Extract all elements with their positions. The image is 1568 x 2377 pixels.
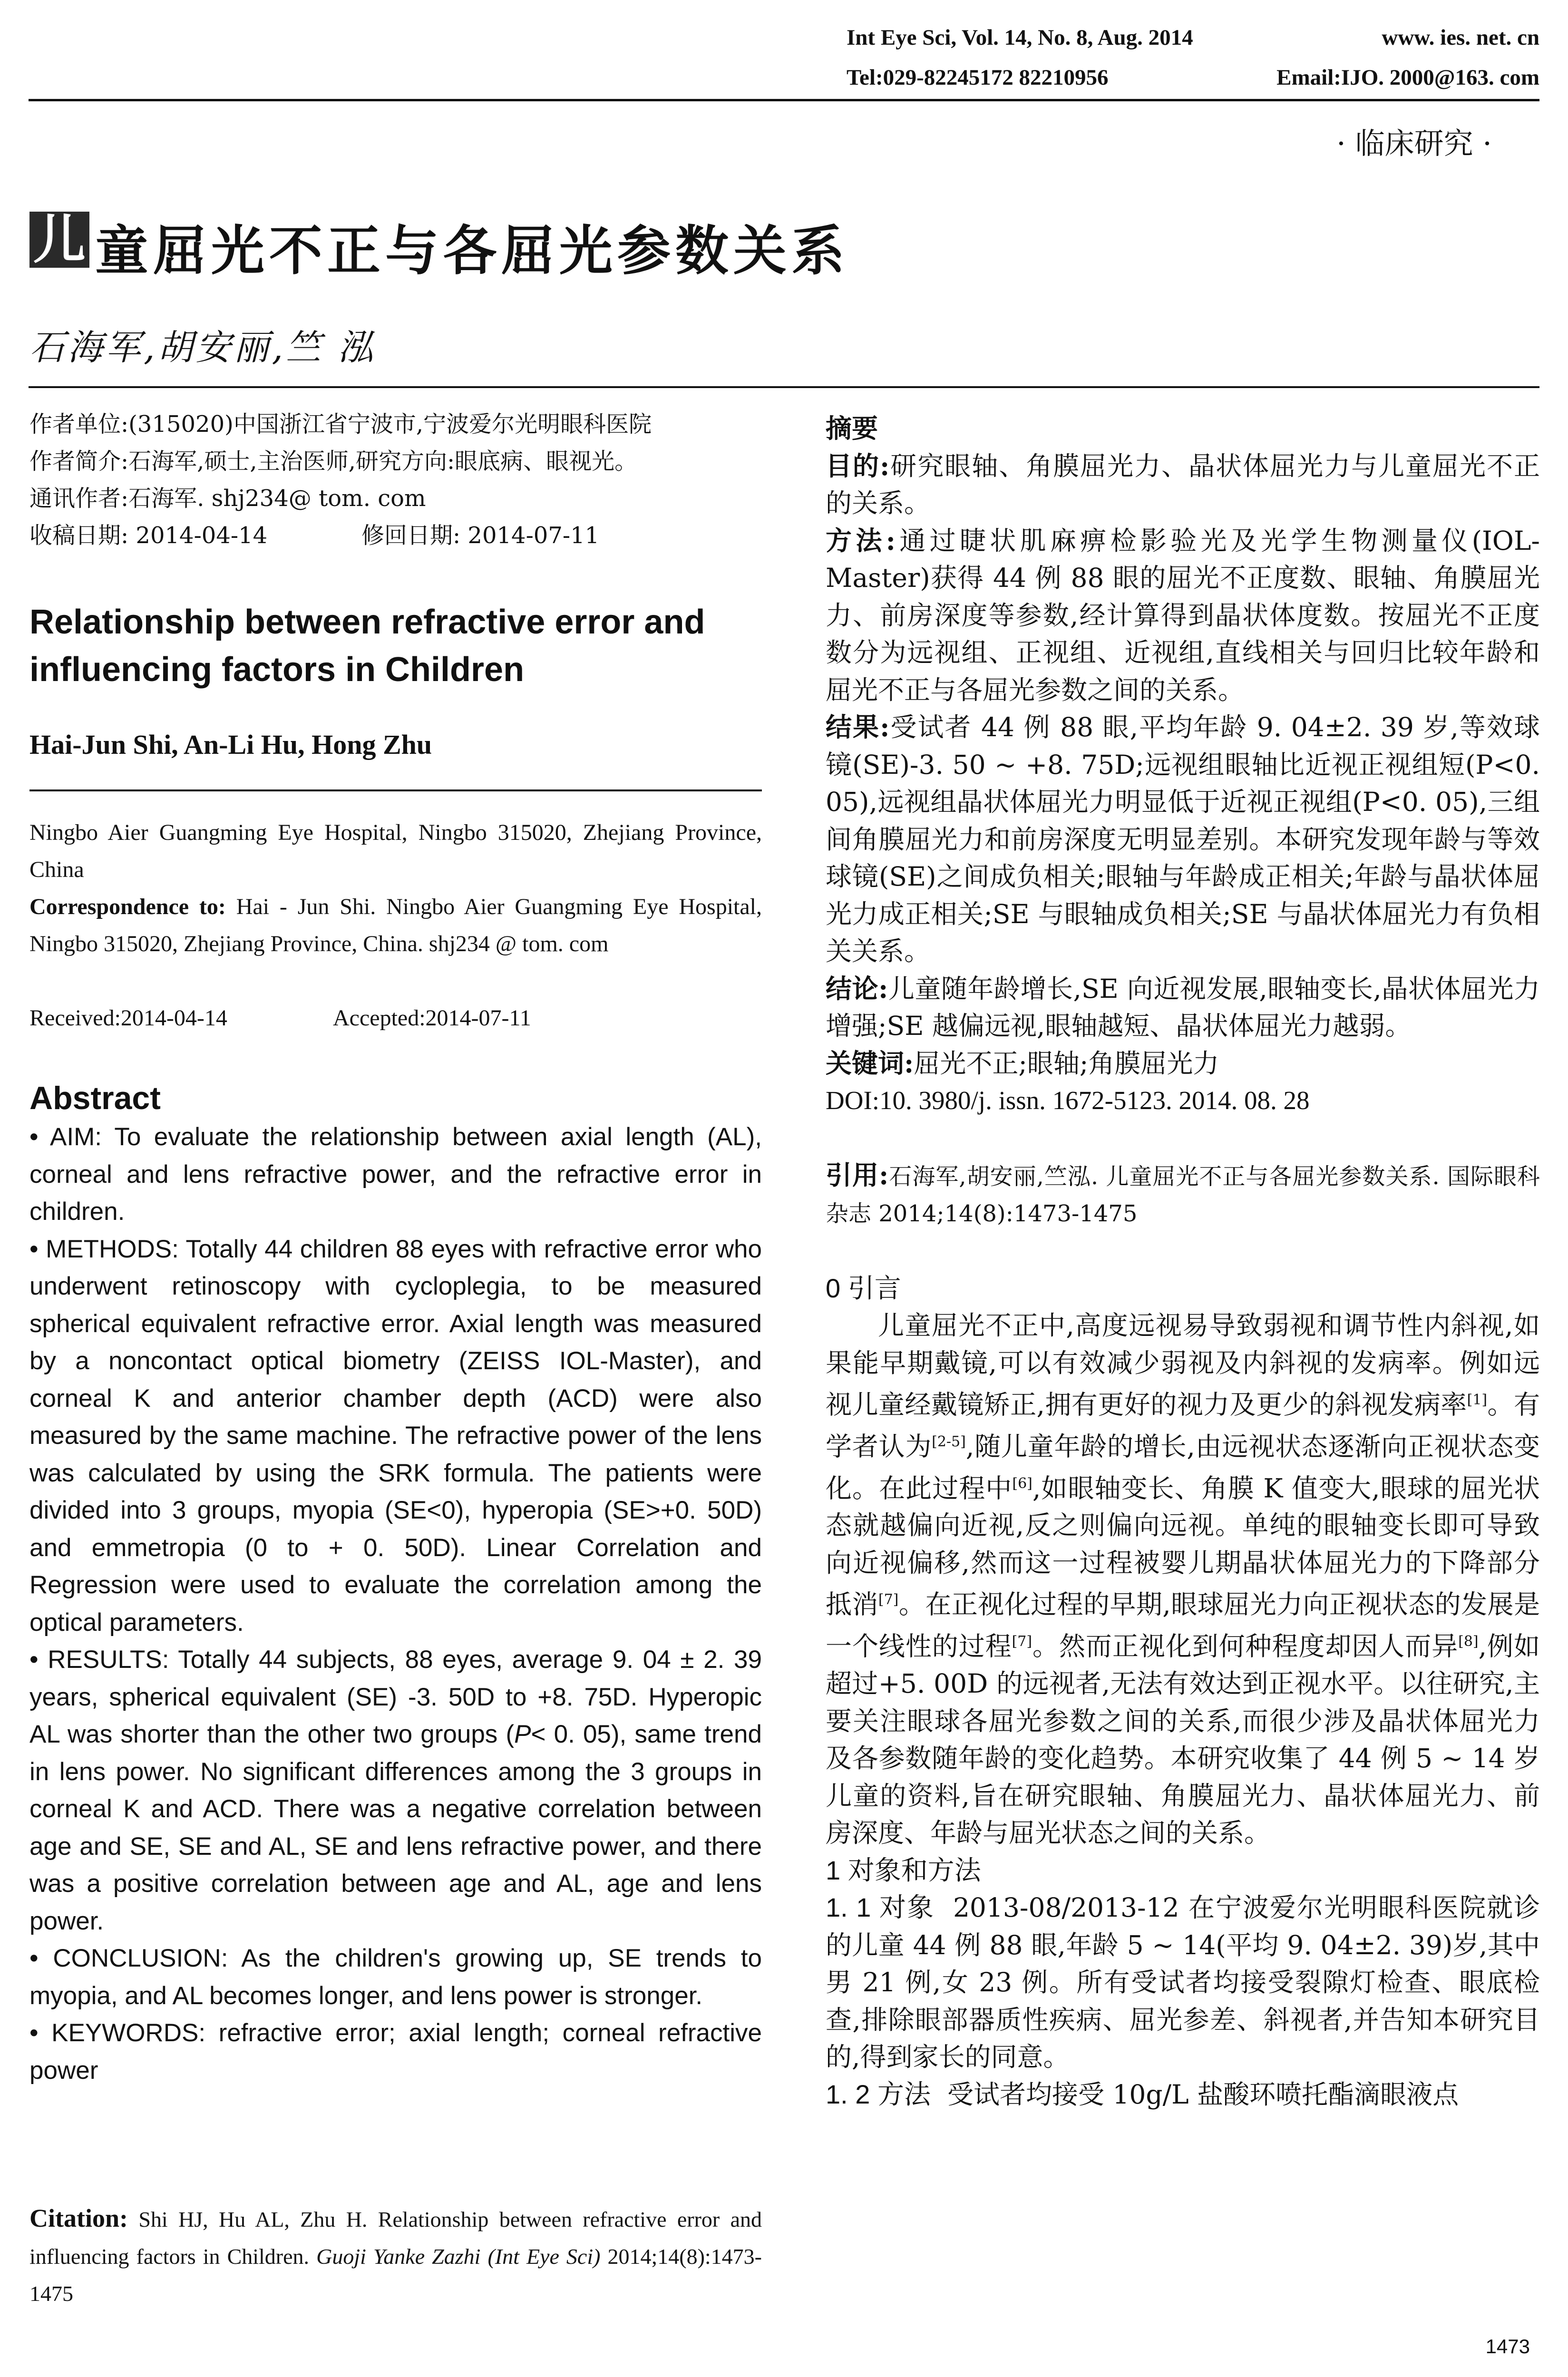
spacer (826, 1233, 1540, 1270)
english-authors: Hai-Jun Shi, An-Li Hu, Hong Zhu (29, 729, 432, 760)
abstract-keywords: • KEYWORDS: refractive error; axial length; corneal refractive power (29, 2019, 762, 2085)
revised-date: 修回日期: 2014-07-11 (361, 522, 600, 549)
results-text-a: • RESULTS: Totally 44 subjects, 88 eyes, average 9. 04 ± 2. 39 years, spherical equivalent (SE) -3. 50D to +8. 75D. Hyperopic AL was shorter than the other two groups ( (29, 1646, 762, 1748)
citation-text-b: 2014;14(8):1473-1475 (29, 2244, 762, 2306)
journal-citation-line: Int Eye Sci, Vol. 14, No. 8, Aug. 2014 (847, 25, 1193, 50)
ref-4: [7] (878, 1591, 899, 1608)
page-number: 1473 (1485, 2335, 1530, 2358)
zh-keywords-label: 关键词: (826, 1047, 914, 1079)
abstract-aim: • AIM: To evaluate the relationship between axial length (AL), corneal and lens refractive power, and the refractive error in children. (29, 1123, 762, 1226)
zh-conclusion-text: 儿童随年龄增长,SE 向近视发展,眼轴变长,晶状体屈光力增强;SE 越偏远视,眼轴越短、晶状体屈光力越弱。 (826, 973, 1540, 1041)
zh-methods-label: 方法: (826, 525, 896, 556)
journal-email: Email:IJO. 2000@163. com (1276, 65, 1539, 90)
zh-conclusion-label: 结论: (826, 973, 888, 1004)
ref-1: [1] (1467, 1392, 1488, 1408)
results-p-symbol: P (514, 1720, 531, 1748)
zh-abstract-keywords (826, 1045, 1540, 1082)
section-1-1 (826, 1889, 1540, 2076)
ref-5: [7] (1012, 1633, 1032, 1650)
section-1-1-label: 1. 1 对象 (826, 1892, 935, 1923)
english-accepted: Accepted:2014-07-11 (333, 1005, 531, 1031)
intro-text: 。然而正视化到何种程度却因人而异 (1032, 1631, 1459, 1662)
zh-keywords-text: 屈光不正;眼轴;角膜屈光力 (914, 1048, 1219, 1079)
results-text-b: < 0. 05), same trend in lens power. No significant differences among the 3 groups in corneal K and ACD. There was a negative correlation between age and SE, SE and AL, SE and lens refractive power, and there was a positive correlation between age and AL, age and lens power. (29, 1720, 762, 1935)
zh-abstract-heading: 摘要 (826, 413, 878, 444)
journal-website: www. ies. net. cn (1382, 25, 1539, 50)
section-1-2-text: 受试者均接受 10g/L 盐酸环喷托酯滴眼液点 (947, 2079, 1459, 2110)
section-1-heading: 1 对象和方法 (826, 1855, 981, 1885)
correspondence-label: Correspondence to: (29, 894, 226, 919)
zh-aim-text: 研究眼轴、角膜屈光力、晶状体屈光力与儿童屈光不正的关系。 (826, 450, 1540, 518)
intro-text: ,如眼轴变长、角膜 K 值变大,眼球的屈光状态就越偏向近视,反之则偏向远视。单纯的眼轴变长即可导致向近视偏移,然而这一过程被婴儿期晶状体屈光力的下降部分抵消 (826, 1472, 1540, 1620)
right-column (826, 410, 1540, 2113)
zh-results-label: 结果: (826, 711, 890, 742)
english-rule (29, 789, 762, 791)
zh-abstract-aim (826, 448, 1540, 522)
ref-2: [2-5] (932, 1433, 966, 1450)
abstract-body (29, 1119, 762, 2089)
english-correspondence (29, 888, 762, 963)
abstract-results (29, 1641, 762, 1940)
journal-tel: Tel:029-82245172 82210956 (847, 65, 1109, 90)
header-rule (29, 99, 1539, 101)
section-1-1-text: 2013-08/2013-12 在宁波爱尔光明眼科医院就诊的儿童 44 例 88 眼,年龄 5 ~ 14(平均 9. 04±2. 39)岁,其中男 21 例,女 23 例。所有受试者均接受裂隙灯检查、眼底检查,排除眼部器质性疾病、屈光参差、斜视者,并告知本研究目的,得到家长的同意。 (826, 1892, 1540, 2073)
abstract-methods: • METHODS: Totally 44 children 88 eyes with refractive error who underwent retinoscopy with cycloplegia, to be measured spherical equivalent refractive error. Axial length was measured by a noncontact optical biometry (ZEISS IOL-Master), and corneal K and anterior chamber depth (ACD) were also measured by the same machine. The refractive power of the lens was calculated by using the SRK formula. The patients were divided into 3 groups, myopia (SE<0), hyperopia (SE>+0. 50D) and emmetropia (0 to + 0. 50D). Linear Correlation and Regression were used to evaluate the correlation among the optical parameters. (29, 1235, 762, 1637)
english-received: Received:2014-04-14 (29, 1005, 227, 1031)
section-0-paragraph (826, 1307, 1540, 1852)
intro-text: 儿童屈光不正中,高度远视易导致弱视和调节性内斜视,如果能早期戴镜,可以有效减少弱视及内斜视的发病率。例如远视儿童经戴镜矫正,拥有更好的视力及更少的斜视发病率 (826, 1310, 1540, 1420)
citation-label: Citation: (29, 2204, 128, 2232)
zh-citation-label: 引用: (826, 1159, 889, 1190)
spacer (826, 1120, 1540, 1157)
authors-cn: 石海军,胡安丽,竺 泓 (29, 327, 376, 368)
zh-citation-text: 石海军,胡安丽,竺泓. 儿童屈光不正与各屈光参数关系. 国际眼科杂志 2014;14(8):1473-1475 (826, 1163, 1540, 1227)
citation-text-a: Shi HJ, Hu AL, Zhu H. Relationship between refractive error and influencing factors in Children. (29, 2207, 762, 2269)
abstract-heading: Abstract (29, 1080, 161, 1116)
section-1-2 (826, 2076, 1540, 2114)
author-affiliation: 作者单位:(315020)中国浙江省宁波市,宁波爱尔光明眼科医院 (29, 411, 652, 438)
corresponding-author: 通讯作者:石海军. shj234@ tom. com (29, 485, 426, 512)
intro-text: ,例如超过+5. 00D 的远视者,无法有效达到正视水平。以往研究,主要关注眼球各屈光参数之间的关系,而很少涉及晶状体屈光力及各参数随年龄的变化趋势。本研究收集了 44 例 5 ~ 14 岁儿童的资料,旨在研究眼轴、角膜屈光力、晶状体屈光力、前房深度、年龄与屈光状态之间的关系。 (826, 1631, 1540, 1849)
citation-journal: Guoji Yanke Zazhi (Int Eye Sci) (316, 2244, 601, 2269)
zh-aim-label: 目的: (826, 450, 890, 481)
paper-title: 童屈光不正与各屈光参数关系 (95, 220, 849, 282)
correspondence-text: Hai - Jun Shi. Ningbo Aier Guangming Eye Hospital, Ningbo 315020, Zhejiang Province, China. shj234 @ tom. com (29, 894, 762, 956)
zh-abstract-conclusion (826, 970, 1540, 1045)
title-rule (29, 386, 1539, 388)
author-profile: 作者简介:石海军,硕士,主治医师,研究方向:眼底病、眼视光。 (29, 448, 638, 475)
received-date: 收稿日期: 2014-04-14 (29, 522, 268, 549)
intro-text: 。有学者认为 (826, 1389, 1540, 1462)
abstract-conclusion: • CONCLUSION: As the children's growing up, SE trends to myopia, and AL becomes longer, and lens power is stronger. (29, 1944, 762, 2010)
intro-text: ,随儿童年龄的增长,由远视状态逐渐向正视状态变化。在此过程中 (826, 1431, 1540, 1503)
zh-results-text: 受试者 44 例 88 眼,平均年龄 9. 04±2. 39 岁,等效球镜(SE)-3. 50 ~ +8. 75D;远视组眼轴比近视正视组短(P<0. 05),远视组晶状体屈光力明显低于近视正视组(P<0. 05),三组间角膜屈光力和前房深度无明显差别。本研究发现年龄与等效球镜(SE)之间成负相关;眼轴与年龄成正相关;年龄与晶状体屈光力成正相关;SE 与眼轴成负相关;SE 与晶状体屈光力有负相关关系。 (826, 712, 1540, 966)
zh-methods-text: 通过睫状肌麻痹检影验光及光学生物测量仪(IOL-Master)获得 44 例 88 眼的屈光不正度数、眼轴、角膜屈光力、前房深度等参数,经计算得到晶状体度数。按屈光不正度数分为远视组、正视组、近视组,直线相关与回归比较年龄和屈光不正与各屈光参数之间的关系。 (826, 525, 1540, 705)
section-1-2-label: 1. 2 方法 (826, 2079, 931, 2109)
zh-abstract-results (826, 709, 1540, 970)
ref-3: [6] (1012, 1475, 1032, 1492)
section-label: · 临床研究 · (1336, 126, 1492, 161)
citation-english (29, 2200, 762, 2312)
ref-6: [8] (1458, 1633, 1479, 1650)
doi: DOI:10. 3980/j. issn. 1672-5123. 2014. 08. 28 (826, 1086, 1310, 1115)
intro-text: 。在正视化过程的早期,眼球屈光力向正视状态的发展是一个线性的过程 (826, 1589, 1540, 1662)
title-first-char: 儿 (29, 212, 89, 268)
citation-chinese (826, 1157, 1540, 1233)
zh-abstract-methods (826, 522, 1540, 709)
english-affiliation: Ningbo Aier Guangming Eye Hospital, Ningbo 315020, Zhejiang Province, China (29, 820, 762, 882)
section-0-heading: 0 引言 (826, 1273, 901, 1303)
english-title: Relationship between refractive error and influencing factors in Children (29, 603, 705, 689)
